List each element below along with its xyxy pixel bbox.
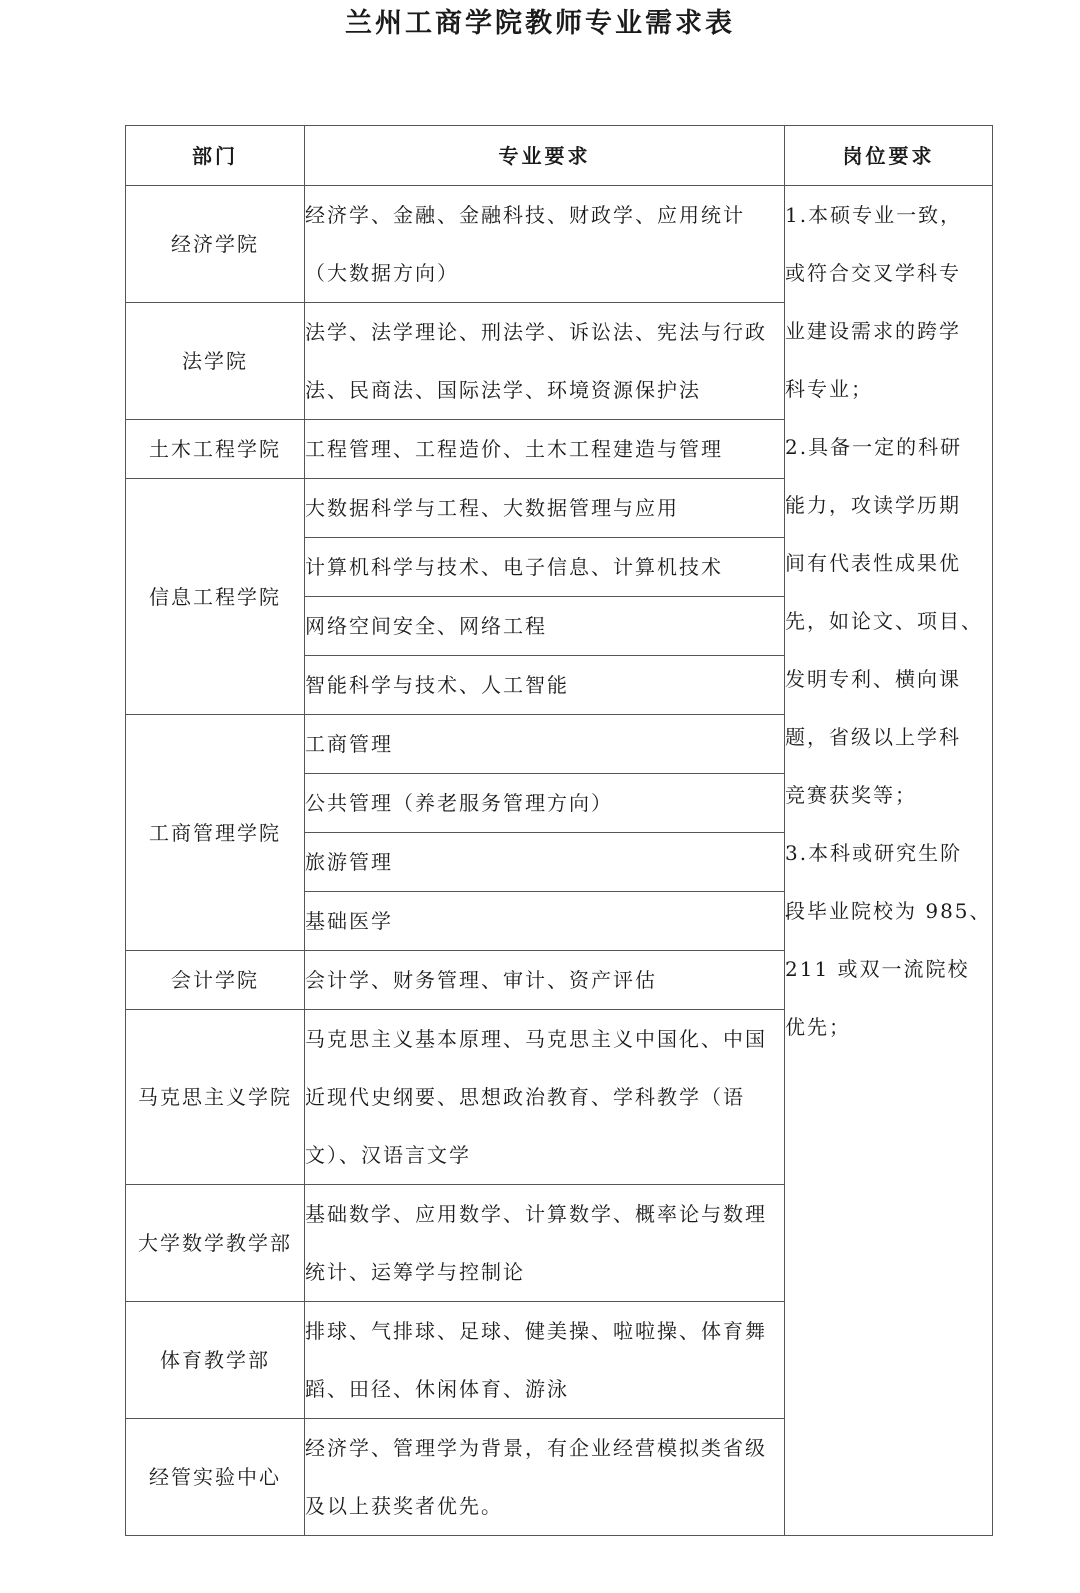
department-cell: 经济学院 [126,186,305,303]
major-cell: 大数据科学与工程、大数据管理与应用 [305,479,785,538]
major-cell: 经济学、管理学为背景，有企业经营模拟类省级及以上获奖者优先。 [305,1419,785,1536]
table-header-row [126,126,993,186]
department-cell: 法学院 [126,303,305,420]
position-line: 优先； [785,1015,851,1039]
major-cell: 旅游管理 [305,833,785,892]
position-line: 科专业； [785,377,873,401]
major-cell: 基础医学 [305,892,785,951]
position-line: 先，如论文、项目、 [785,609,983,633]
position-line: 竞赛获奖等； [785,783,917,807]
position-line: 题，省级以上学科 [785,725,961,749]
major-cell: 智能科学与技术、人工智能 [305,656,785,715]
header-major: 专业要求 [305,126,785,186]
position-line: 能力，攻读学历期 [785,493,961,517]
department-cell: 会计学院 [126,951,305,1010]
major-cell: 会计学、财务管理、审计、资产评估 [305,951,785,1010]
department-cell: 经管实验中心 [126,1419,305,1536]
header-department: 部门 [126,126,305,186]
position-line: 211 或双一流院校 [785,957,970,981]
department-cell: 大学数学教学部 [126,1185,305,1302]
department-cell: 工商管理学院 [126,715,305,951]
major-cell: 马克思主义基本原理、马克思主义中国化、中国近现代史纲要、思想政治教育、学科教学（语文）、汉语言文学 [305,1010,785,1185]
major-cell: 工程管理、工程造价、土木工程建造与管理 [305,420,785,479]
department-cell: 土木工程学院 [126,420,305,479]
major-cell: 工商管理 [305,715,785,774]
department-cell: 马克思主义学院 [126,1010,305,1185]
major-cell: 排球、气排球、足球、健美操、啦啦操、体育舞蹈、田径、休闲体育、游泳 [305,1302,785,1419]
position-line: 发明专利、横向课 [785,667,961,691]
page-title: 兰州工商学院教师专业需求表 [345,8,735,39]
header-position: 岗位要求 [785,126,993,186]
major-cell: 经济学、金融、金融科技、财政学、应用统计（大数据方向） [305,186,785,303]
position-line: 或符合交叉学科专 [785,261,961,285]
position-line: 1.本硕专业一致， [785,203,963,227]
major-cell: 公共管理（养老服务管理方向） [305,774,785,833]
position-requirements-cell [785,186,993,1536]
requirements-table [125,125,993,1536]
major-cell: 网络空间安全、网络工程 [305,597,785,656]
department-cell: 信息工程学院 [126,479,305,715]
table-row [126,186,993,303]
position-line: 3.本科或研究生阶 [785,841,963,865]
position-line: 间有代表性成果优 [785,551,961,575]
major-cell: 计算机科学与技术、电子信息、计算机技术 [305,538,785,597]
major-cell: 法学、法学理论、刑法学、诉讼法、宪法与行政法、民商法、国际法学、环境资源保护法 [305,303,785,420]
major-cell: 基础数学、应用数学、计算数学、概率论与数理统计、运筹学与控制论 [305,1185,785,1302]
position-line: 段毕业院校为 985、 [785,899,992,923]
position-line: 业建设需求的跨学 [785,319,961,343]
position-line: 2.具备一定的科研 [785,435,963,459]
department-cell: 体育教学部 [126,1302,305,1419]
